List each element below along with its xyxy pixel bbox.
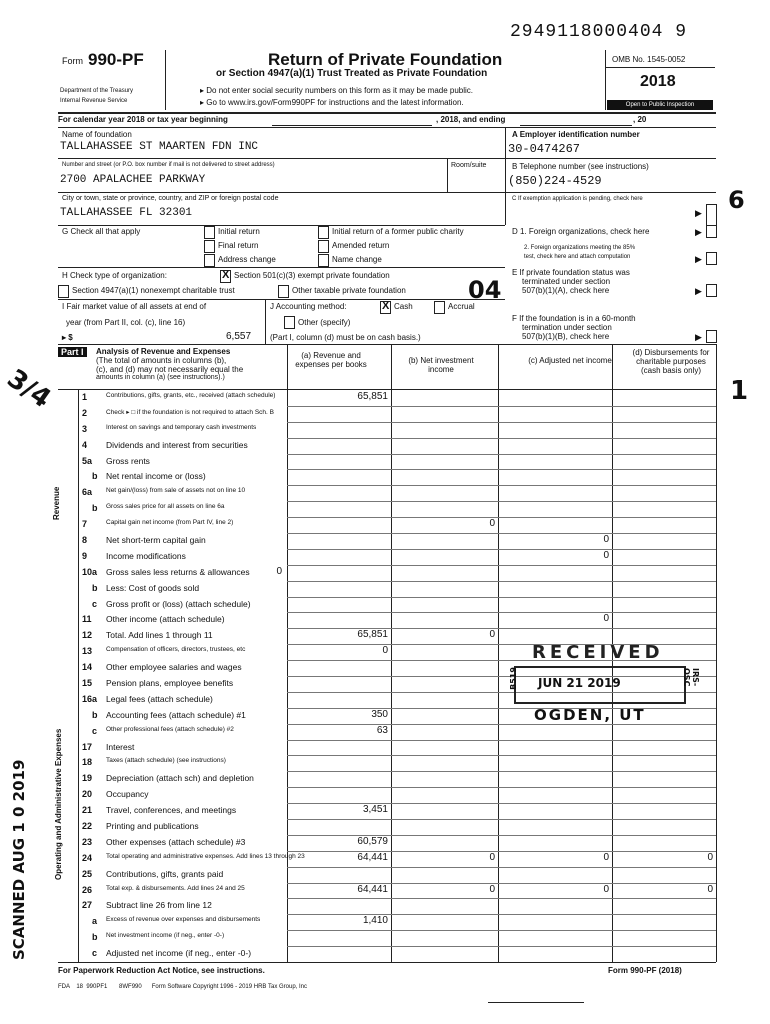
omb-number: OMB No. 1545-0052: [612, 55, 686, 64]
city-label: City or town, state or province, country, and ZIP or foreign postal code: [62, 195, 279, 202]
line-col-b-amount[interactable]: 0: [489, 851, 495, 863]
line-col-d-amount[interactable]: 0: [707, 851, 713, 863]
line-number: a: [92, 916, 98, 927]
foundation-name[interactable]: TALLAHASSEE ST MAARTEN FDN INC: [60, 141, 259, 153]
final-return-checkbox[interactable]: [204, 240, 215, 253]
line-label: Net investment income (if neg., enter -0-): [106, 932, 225, 940]
line-label: Total exp. & disbursements. Add lines 24 and 25: [106, 884, 245, 892]
line-number: 11: [82, 614, 92, 625]
form-subtitle: or Section 4947(a)(1) Trust Treated as Private Foundation: [216, 68, 488, 79]
form-title: Return of Private Foundation: [268, 50, 503, 69]
i-label-1: I Fair market value of all assets at end of: [62, 302, 207, 311]
line-label: Total. Add lines 1 through 11: [106, 630, 213, 641]
received-stamp: [508, 640, 708, 740]
line-label: Income modifications: [106, 550, 186, 561]
line-label: Gross profit or (loss) (attach schedule): [106, 598, 251, 609]
line-label: Interest on savings and temporary cash investments: [106, 423, 257, 431]
line-number: c: [92, 948, 98, 959]
line-number: 5a: [82, 455, 93, 466]
h-other-taxable-checkbox[interactable]: [278, 285, 289, 298]
line-number: b: [92, 503, 98, 514]
stamp-date: JUN 21 2019: [538, 676, 621, 690]
stamp-side-2: IRS-OSC: [682, 668, 700, 687]
e-arrow-icon: ▶: [695, 286, 702, 296]
form-number: 990-PF: [88, 50, 144, 69]
instruction-website: ▸ Go to www.irs.gov/Form990PF for instructions and the latest information.: [200, 98, 464, 107]
foundation-name-label: Name of foundation: [62, 130, 132, 139]
line-col-a-amount[interactable]: 3,451: [362, 804, 388, 816]
amended-return-label: Amended return: [332, 241, 390, 250]
line-col-b-amount[interactable]: 0: [489, 629, 495, 641]
line-label: Net short-term capital gain: [106, 535, 206, 545]
line-col-a-amount[interactable]: 65,851: [357, 391, 388, 402]
line-number: 4: [82, 439, 88, 450]
line-number: 23: [82, 836, 93, 847]
line-number: c: [92, 725, 98, 736]
part1-desc-1: (The total of amounts in columns (b),: [96, 356, 227, 365]
part1-desc-2: (c), and (d) may not necessarily equal the: [96, 365, 244, 374]
address-change-label: Address change: [218, 255, 276, 264]
phone-value[interactable]: (850)224-4529: [508, 174, 602, 188]
e-label-3: 507(b)(1)(A), check here: [522, 286, 610, 295]
col-a-header: (a) Revenue and expenses per books: [295, 351, 367, 369]
d2-label-b: test, check here and attach computation: [524, 254, 631, 260]
c-exemption-label: C If exemption application is pending, check here: [512, 196, 643, 202]
j-other-label: Other (specify): [298, 318, 351, 327]
revenue-side-label: Revenue: [52, 486, 61, 520]
g-label: G Check all that apply: [62, 227, 141, 236]
street-label: Number and street (or P.O. box number if mail is not delivered to street address): [62, 162, 275, 168]
h-4947-label: Section 4947(a)(1) nonexempt charitable trust: [72, 286, 235, 295]
final-return-label: Final return: [218, 241, 259, 250]
line-number: 20: [82, 789, 93, 800]
line-number: 9: [82, 550, 88, 561]
line-number: 14: [82, 662, 93, 673]
h-label: H Check type of organization:: [62, 271, 167, 280]
line-number: c: [92, 598, 98, 609]
street-address[interactable]: 2700 APALACHEE PARKWAY: [60, 174, 206, 186]
line-col-b-amount[interactable]: 0: [489, 518, 495, 530]
d2-checkbox[interactable]: [706, 252, 717, 265]
c-exemption-checkbox[interactable]: [706, 204, 717, 226]
d1-checkbox[interactable]: [706, 225, 717, 238]
j-label: J Accounting method:: [270, 302, 347, 311]
line-col-a-amount[interactable]: 64,441: [357, 883, 388, 895]
i-fmv-value[interactable]: 6,557: [226, 331, 252, 342]
col-b-header: (b) Net investment income: [408, 356, 474, 374]
line-col-c-amount[interactable]: 0: [603, 883, 609, 895]
line-number: 12: [82, 630, 93, 641]
line-label: Contributions, gifts, grants, etc., received (attach schedule): [106, 392, 276, 399]
line-label: Check ▸ □ if the foundation is not required to attach Sch. B: [106, 408, 274, 416]
paperwork-notice: For Paperwork Reduction Act Notice, see instructions.: [58, 966, 265, 975]
stamp-received: RECEIVED: [532, 642, 664, 663]
j-accrual-checkbox[interactable]: [434, 301, 445, 314]
f-arrow-icon: ▶: [695, 332, 702, 342]
line-number: 27: [82, 900, 93, 911]
handwriting-3-4: 3/4: [1, 363, 57, 415]
f-checkbox[interactable]: [706, 330, 717, 343]
line-col-d-amount[interactable]: 0: [707, 883, 713, 895]
ein-label: A Employer identification number: [512, 130, 640, 139]
line-number: b: [92, 932, 98, 943]
room-suite-label: Room/suite: [451, 162, 487, 169]
form-word: Form: [62, 56, 83, 66]
footer-form-id: Form 990-PF (2018): [608, 966, 682, 975]
line-col-a-amount[interactable]: 64,441: [357, 851, 388, 863]
dept-irs: Internal Revenue Service: [60, 98, 128, 104]
f-label-1: F If the foundation is in a 60-month: [512, 314, 636, 323]
name-change-label: Name change: [332, 255, 382, 264]
line-number: 7: [82, 519, 88, 530]
address-change-checkbox[interactable]: [204, 254, 215, 267]
line-number: 13: [82, 646, 93, 657]
line-number: b: [92, 709, 98, 720]
line-label: Net rental income or (loss): [106, 471, 206, 482]
expenses-side-label: Operating and Administrative Expenses: [54, 728, 63, 880]
phone-label: B Telephone number (see instructions): [512, 162, 649, 171]
line-label: Gross sales less returns & allowances: [106, 566, 250, 577]
part1-title: Analysis of Revenue and Expenses: [96, 347, 231, 356]
line-number: 18: [82, 757, 93, 768]
line-col-c-amount[interactable]: 0: [603, 613, 609, 625]
part1-desc-3: amounts in column (a) (see instructions).): [96, 374, 225, 381]
line-number: 24: [82, 852, 93, 863]
line-number: 8: [82, 535, 88, 545]
j-cash-label: Cash: [394, 302, 413, 311]
scanned-stamp: SCANNED AUG 1 0 2019: [10, 759, 28, 960]
line-label: Printing and publications: [106, 821, 199, 831]
line-label: Compensation of officers, directors, trustees, etc: [106, 646, 246, 654]
calendar-year-mid: , 2018, and ending: [436, 115, 506, 124]
line-label: Other income (attach schedule): [106, 614, 225, 625]
line-col-a-amount[interactable]: 0: [382, 645, 388, 657]
handwriting-6: 6: [728, 186, 745, 214]
line-number: b: [92, 582, 98, 593]
i-dollar: ▸ $: [62, 333, 73, 342]
line-col-a-amount[interactable]: 65,851: [357, 629, 388, 641]
col-c-header: (c) Adjusted net income: [528, 356, 612, 365]
line-col-c-amount[interactable]: 0: [603, 549, 609, 561]
line-label: Legal fees (attach schedule): [106, 693, 213, 704]
ein-value[interactable]: 30-0474267: [508, 142, 581, 156]
line-col-a-amount[interactable]: 63: [376, 724, 388, 736]
e-label-2: terminated under section: [522, 277, 611, 286]
initial-return-checkbox[interactable]: [204, 226, 215, 239]
calendar-year-label: For calendar year 2018 or tax year beginning: [58, 115, 228, 124]
handwriting-1: 1: [730, 376, 749, 406]
line-number: 19: [82, 773, 93, 784]
line-label: Pension plans, employee benefits: [106, 678, 234, 688]
open-public-inspection: Open to Public Inspection: [607, 100, 713, 110]
line-col-a-amount[interactable]: 350: [371, 708, 388, 720]
dept-treasury: Department of the Treasury: [60, 88, 134, 94]
line-label: Taxes (attach schedule) (see instructions): [106, 757, 226, 765]
c-arrow-icon: ▶: [695, 208, 702, 218]
handwriting-04: 04: [468, 276, 502, 304]
line-number: 2: [82, 407, 88, 418]
line-label: Interest: [106, 741, 135, 752]
d1-label: D 1. Foreign organizations, check here: [512, 227, 650, 236]
d2-arrow-icon: ▶: [695, 254, 702, 264]
line-number: 26: [82, 884, 93, 895]
d2-label-a: 2. Foreign organizations meeting the 85%: [524, 245, 636, 251]
col-d-header: (d) Disbursements for charitable purposes (cash basis only): [632, 348, 710, 375]
h-501c3-label: Section 501(c)(3) exempt private foundation: [234, 271, 390, 280]
j-cash-basis-note: (Part I, column (d) must be on cash basis.): [270, 333, 421, 342]
line-label: Gross rents: [106, 455, 150, 466]
line-number: 15: [82, 678, 93, 688]
line-label: Capital gain net income (from Part IV, line 2): [106, 519, 234, 527]
line-label: Subtract line 26 from line 12: [106, 900, 212, 911]
line-label: Other employee salaries and wages: [106, 662, 242, 673]
stamp-place: OGDEN, UT: [534, 706, 646, 724]
line-label: Travel, conferences, and meetings: [106, 805, 237, 816]
e-checkbox[interactable]: [706, 284, 717, 297]
h-4947-checkbox[interactable]: [58, 285, 69, 298]
line-number: 22: [82, 821, 93, 831]
j-other-checkbox[interactable]: [284, 316, 295, 329]
line-col-b-amount[interactable]: 0: [489, 883, 495, 895]
line-col-c-amount[interactable]: 0: [603, 851, 609, 863]
line-label: Less: Cost of goods sold: [106, 582, 200, 593]
line-label: Net gain/(loss) from sale of assets not on line 10: [106, 487, 246, 495]
tax-year: 2018: [640, 73, 676, 90]
line-number: 6a: [82, 487, 93, 498]
h-other-taxable-label: Other taxable private foundation: [292, 286, 406, 295]
line-label: Dividends and interest from securities: [106, 439, 248, 450]
line-label: Contributions, gifts, grants paid: [106, 868, 224, 879]
line-col-a-amount[interactable]: 60,579: [357, 835, 388, 847]
line-number: 16a: [82, 693, 98, 704]
instruction-ssn: ▸ Do not enter social security numbers on this form as it may be made public.: [200, 86, 474, 95]
line-label: Other professional fees (attach schedule) #2: [106, 725, 234, 733]
dln-number: 2949118000404 9: [510, 22, 688, 42]
city-value[interactable]: TALLAHASSEE FL 32301: [60, 207, 193, 219]
j-cash-checkbox[interactable]: [380, 301, 391, 314]
line-label: Occupancy: [106, 789, 149, 800]
f-label-2: termination under section: [522, 323, 612, 332]
line-col-c-amount[interactable]: 0: [603, 534, 609, 545]
d1-arrow-icon: ▶: [695, 227, 702, 237]
line-inline-amount[interactable]: 0: [276, 565, 282, 577]
line-label: Depreciation (attach sch) and depletion: [106, 773, 254, 784]
line-label: Accounting fees (attach schedule) #1: [106, 709, 246, 720]
line-label: Excess of revenue over expenses and disbursements: [106, 916, 261, 924]
line-number: 10a: [82, 566, 98, 577]
footer-software: FDA 18 990PF1 8WF990 Form Software Copyright 1996 - 2019 HRB Tax Group, Inc: [58, 984, 307, 990]
name-change-checkbox[interactable]: [318, 254, 329, 267]
line-label: Other expenses (attach schedule) #3: [106, 836, 246, 847]
initial-former-label: Initial return of a former public charity: [332, 227, 464, 236]
part1-tag: Part I: [58, 347, 87, 357]
e-label-1: E If private foundation status was: [512, 268, 630, 277]
line-number: 1: [82, 392, 88, 402]
line-number: 3: [82, 423, 88, 434]
line-number: 17: [82, 741, 93, 752]
line-label: Total operating and administrative expenses. Add lines 13 through 23: [106, 852, 305, 860]
line-number: b: [92, 471, 98, 482]
stamp-side-1: B519: [508, 667, 518, 690]
line-col-a-amount[interactable]: 1,410: [362, 915, 388, 927]
initial-former-checkbox[interactable]: [318, 226, 329, 239]
f-label-3: 507(b)(1)(B), check here: [522, 332, 610, 341]
line-label: Gross sales price for all assets on line 6a: [106, 503, 225, 511]
i-label-2: year (from Part II, col. (c), line 16): [66, 318, 186, 327]
line-number: 21: [82, 805, 93, 816]
h-501c3-checkbox[interactable]: [220, 270, 231, 283]
amended-return-checkbox[interactable]: [318, 240, 329, 253]
line-label: Adjusted net income (if neg., enter -0-): [106, 948, 252, 959]
j-accrual-label: Accrual: [448, 302, 475, 311]
line-number: 25: [82, 868, 93, 879]
calendar-year-end: , 20: [633, 115, 647, 124]
initial-return-label: Initial return: [218, 227, 260, 236]
